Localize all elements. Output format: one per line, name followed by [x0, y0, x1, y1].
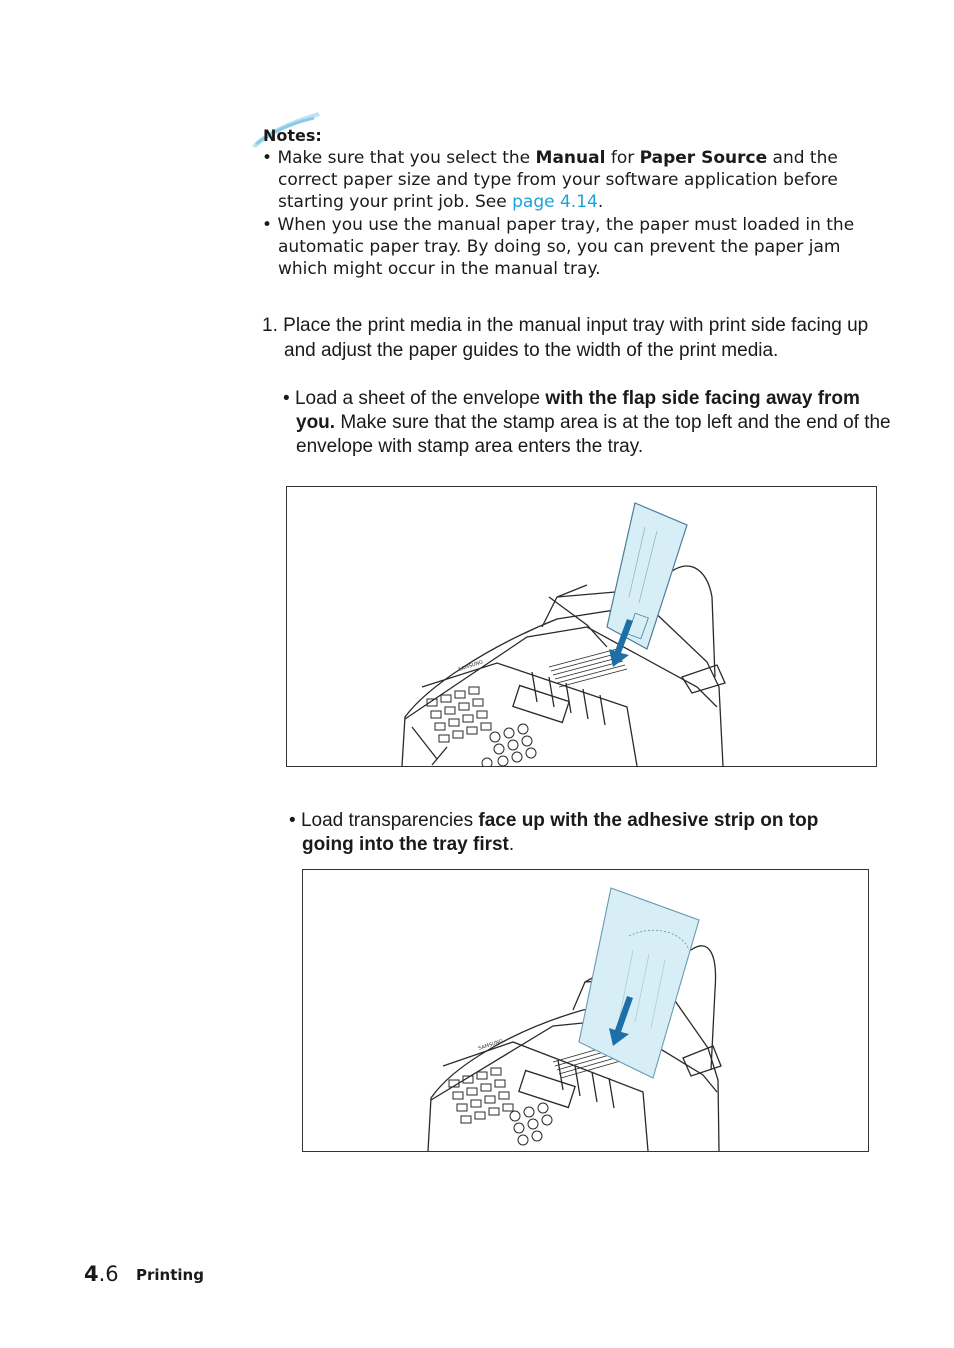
note-item: • Make sure that you select the Manual for Paper Source and the correct paper size and type from your software application before starting your print job. See page 4.14. — [262, 148, 838, 213]
notes-title: Notes: — [263, 126, 322, 145]
note-item: • When you use the manual paper tray, the paper must loaded in the automatic paper tray. By doing so, you can prevent the paper jam which might occur in the manual tray. — [262, 215, 855, 280]
step-1: 1. Place the print media in the manual input tray with print side facing up and adjust the paper guides to the width of the print media. — [262, 315, 869, 361]
section-label: Printing — [136, 1266, 204, 1284]
page-number: 4.6 — [84, 1262, 119, 1286]
transparency-sheet — [579, 888, 699, 1078]
envelope-sheet — [607, 503, 687, 649]
transparency-instruction: • Load transparencies face up with the adhesive strip on top going into the tray first. — [289, 810, 819, 855]
envelope-instruction: • Load a sheet of the envelope with the flap side facing away from you. Make sure that the stamp area is at the top left and the end of the envelope with stamp area enters the tray. — [283, 388, 891, 457]
fax-machine-illustration — [287, 487, 876, 766]
transparency-loading-figure — [302, 869, 869, 1152]
brand-label: SAMSUNG — [477, 1038, 504, 1052]
page-link[interactable]: page 4.14 — [512, 192, 598, 213]
envelope-loading-figure — [286, 486, 877, 767]
brand-label: SAMSUNG — [457, 659, 484, 673]
fax-machine-illustration — [303, 870, 868, 1151]
